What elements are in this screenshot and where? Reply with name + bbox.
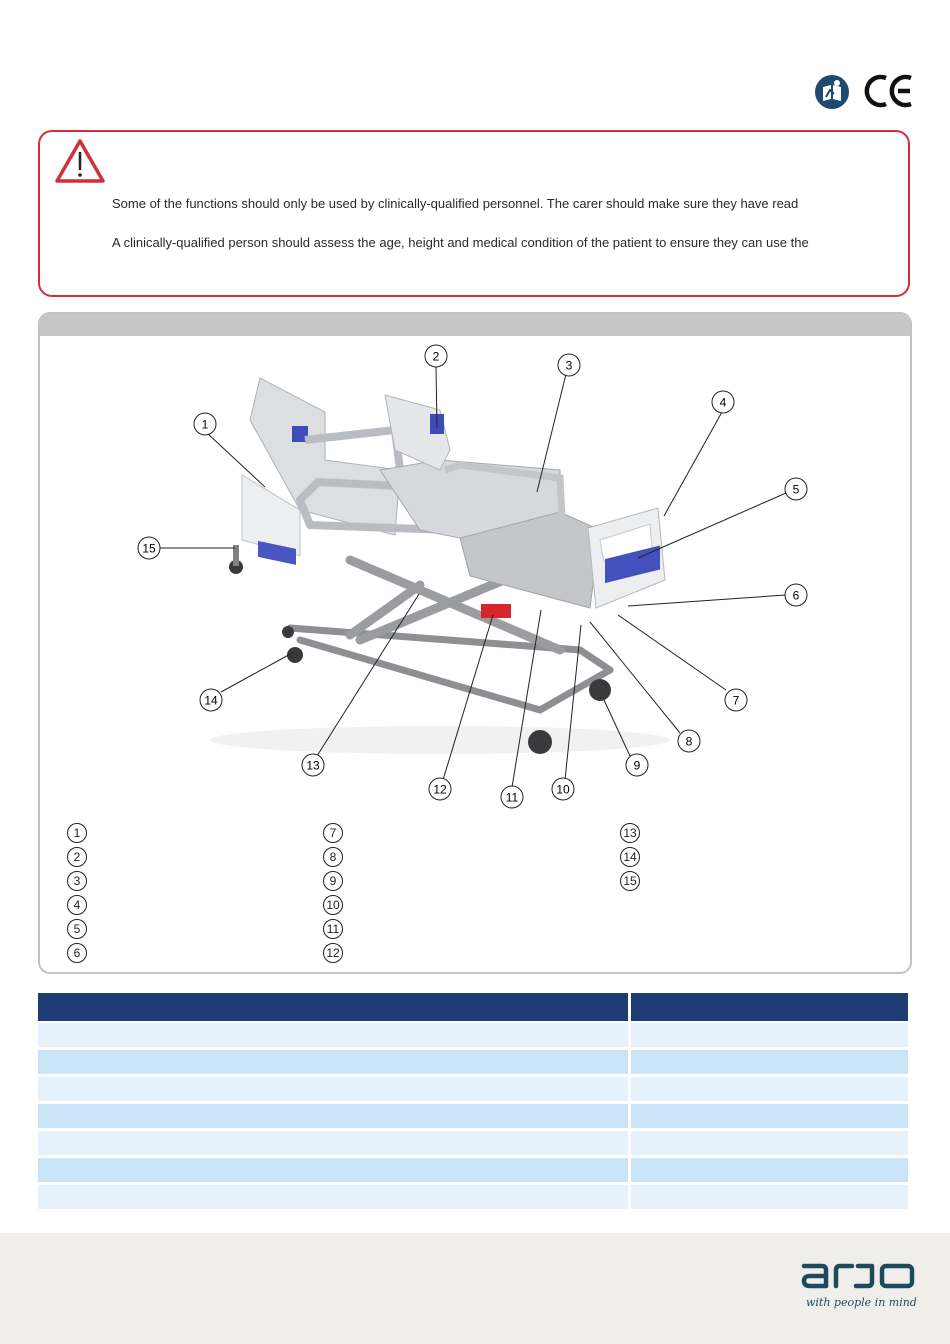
legend-item-8: 8	[323, 847, 343, 867]
callout-8	[678, 730, 700, 752]
svg-text:2: 2	[432, 349, 440, 364]
legend-item-4: 4	[67, 895, 87, 915]
callout-3	[558, 354, 580, 376]
legend-item-15: 15	[620, 871, 640, 891]
callout-12	[429, 778, 451, 800]
arjo-logo	[800, 1256, 916, 1294]
legend-item-3: 3	[67, 871, 87, 891]
table-row	[38, 1185, 628, 1209]
table-header-right	[631, 993, 908, 1021]
table-row	[631, 1023, 908, 1047]
legend-item-11: 11	[323, 919, 343, 939]
legend-item-7: 7	[323, 823, 343, 843]
table-row	[631, 1104, 908, 1128]
legend-item-10: 10	[323, 895, 343, 915]
callout-7	[725, 689, 747, 711]
svg-text:9: 9	[633, 758, 641, 773]
svg-text:4: 4	[719, 395, 727, 410]
svg-text:7: 7	[732, 693, 740, 708]
table-row	[631, 1050, 908, 1074]
warning-text-line-1: Some of the functions should only be used by clinically-qualified personnel. The carer should make sure they have read	[112, 196, 799, 211]
legend-item-2: 2	[67, 847, 87, 867]
bed-base-frame	[290, 628, 610, 710]
svg-text:13: 13	[306, 758, 320, 773]
foot-board	[588, 508, 665, 608]
svg-text:10: 10	[556, 782, 570, 797]
svg-text:14: 14	[204, 693, 218, 708]
red-control-unit	[481, 604, 511, 618]
table-row	[38, 1131, 628, 1155]
svg-text:12: 12	[433, 782, 447, 797]
svg-text:8: 8	[685, 734, 693, 749]
svg-text:3: 3	[565, 358, 573, 373]
callout-15	[138, 537, 160, 559]
callout-13	[302, 754, 324, 776]
legend-item-13: 13	[620, 823, 640, 843]
callout-6	[785, 584, 807, 606]
callout-1	[194, 413, 216, 435]
arjo-tagline: with people in mind	[806, 1296, 917, 1309]
legend-item-12: 12	[323, 943, 343, 963]
svg-text:15: 15	[142, 541, 156, 556]
table-row	[631, 1185, 908, 1209]
table-row	[631, 1131, 908, 1155]
legend-item-14: 14	[620, 847, 640, 867]
callout-11	[501, 786, 523, 808]
table-row	[38, 1104, 628, 1128]
callout-14	[200, 689, 222, 711]
callout-4	[712, 391, 734, 413]
table-row	[38, 1023, 628, 1047]
table-row	[38, 1077, 628, 1101]
legend-item-9: 9	[323, 871, 343, 891]
svg-text:5: 5	[792, 482, 800, 497]
svg-text:11: 11	[505, 790, 519, 805]
legend-item-5: 5	[67, 919, 87, 939]
svg-text:1: 1	[201, 417, 209, 432]
callout-10	[552, 778, 574, 800]
svg-text:6: 6	[792, 588, 800, 603]
table-row	[38, 1050, 628, 1074]
table-row	[38, 1158, 628, 1182]
legend-item-1: 1	[67, 823, 87, 843]
legend-item-6: 6	[67, 943, 87, 963]
callout-9	[626, 754, 648, 776]
table-header-left	[38, 993, 628, 1021]
callout-5	[785, 478, 807, 500]
callout-2	[425, 345, 447, 367]
table-row	[631, 1077, 908, 1101]
warning-text-line-2: A clinically-qualified person should assess the age, height and medical condition of the patient to ensure they can use the	[112, 235, 809, 250]
table-row	[631, 1158, 908, 1182]
